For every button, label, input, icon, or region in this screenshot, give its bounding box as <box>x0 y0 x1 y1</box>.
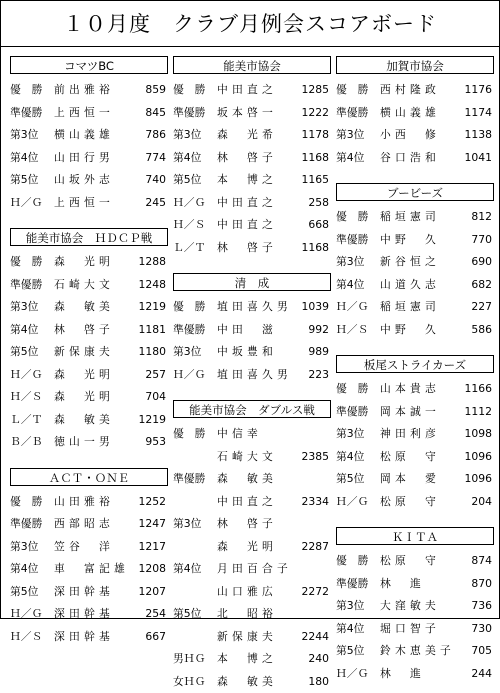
section-header: コマツBC <box>10 56 168 74</box>
rank-label: 準優勝 <box>336 401 368 424</box>
rank-label: 第3位 <box>10 296 38 319</box>
page-title: １０月度 クラブ月例会スコアボード <box>0 4 500 44</box>
rank-label: Ｈ／Ｇ <box>336 663 368 686</box>
result-row <box>173 648 331 671</box>
title-divider <box>0 46 500 47</box>
rank-label: 第5位 <box>336 640 364 663</box>
player-name: 新保康夫 <box>217 626 277 649</box>
result-row <box>173 147 331 170</box>
score-value: 1166 <box>465 378 492 401</box>
player-name: 本 博之 <box>217 648 277 671</box>
rank-label: Ｈ／Ｓ <box>173 214 205 237</box>
column-left <box>10 56 168 648</box>
score-section <box>336 56 494 169</box>
result-row <box>336 595 494 618</box>
score-value: 786 <box>145 124 166 147</box>
rank-label: 準優勝 <box>336 229 368 252</box>
result-row <box>10 364 168 387</box>
player-name: 中田直之 <box>217 491 277 514</box>
result-row <box>336 573 494 596</box>
section-header: 清 成 <box>173 273 331 291</box>
player-name: 西村隆政 <box>380 79 440 102</box>
result-row <box>173 536 331 559</box>
score-value: 953 <box>145 431 166 454</box>
result-row <box>10 147 168 170</box>
player-name: 車 富記雄 <box>54 558 129 581</box>
player-name: 松原 守 <box>380 491 440 514</box>
score-value: 1285 <box>302 79 329 102</box>
rank-label: 第4位 <box>336 618 364 641</box>
rank-label: Ｈ／Ｇ <box>10 364 42 387</box>
result-row <box>173 581 331 604</box>
result-row <box>173 558 331 581</box>
player-name: 林 啓子 <box>217 237 277 260</box>
score-value: 223 <box>308 364 329 387</box>
score-value: 1168 <box>302 237 329 260</box>
score-value: 1178 <box>302 124 329 147</box>
result-row <box>336 274 494 297</box>
player-name: 森 敏美 <box>54 296 114 319</box>
result-row <box>10 513 168 536</box>
player-name: 横山義雄 <box>380 102 440 125</box>
result-row <box>173 513 331 536</box>
result-row <box>10 558 168 581</box>
result-row <box>10 626 168 649</box>
score-value: 668 <box>308 214 329 237</box>
result-row <box>336 206 494 229</box>
player-name: 神田利彦 <box>380 423 440 446</box>
rank-label: 第3位 <box>336 595 364 618</box>
player-name: 大窪敏夫 <box>380 595 440 618</box>
player-name: 埴田喜久男 <box>217 296 292 319</box>
rank-label: 第5位 <box>173 169 201 192</box>
player-name: 石崎大文 <box>54 274 114 297</box>
result-row <box>10 431 168 454</box>
player-name: 深田幹基 <box>54 603 114 626</box>
result-row <box>336 319 494 342</box>
rank-label: 第4位 <box>173 558 201 581</box>
result-row <box>173 237 331 260</box>
section-header: 加賀市協会 <box>336 56 494 74</box>
player-name: 山田雅裕 <box>54 491 114 514</box>
result-row <box>173 491 331 514</box>
result-row <box>336 640 494 663</box>
player-name: 山口雅広 <box>217 581 277 604</box>
section-header: 板尾ストライカーズ <box>336 355 494 373</box>
result-row <box>10 603 168 626</box>
score-value: 845 <box>145 102 166 125</box>
rank-label: 第3位 <box>336 423 364 446</box>
rank-label: 優 勝 <box>336 378 368 401</box>
score-value: 870 <box>471 573 492 596</box>
rank-label: 第5位 <box>336 468 364 491</box>
rank-label: 優 勝 <box>336 206 368 229</box>
score-section <box>173 56 331 259</box>
score-value: 812 <box>471 206 492 229</box>
score-value: 586 <box>471 319 492 342</box>
score-value: 874 <box>471 550 492 573</box>
score-value: 682 <box>471 274 492 297</box>
score-value: 1181 <box>139 319 166 342</box>
result-row <box>10 341 168 364</box>
score-value: 1217 <box>139 536 166 559</box>
result-row <box>10 491 168 514</box>
player-name: 稲垣憲司 <box>380 206 440 229</box>
player-name: 堀口智子 <box>380 618 440 641</box>
score-value: 1248 <box>139 274 166 297</box>
result-row <box>336 124 494 147</box>
score-value: 2272 <box>302 581 329 604</box>
player-name: 山本貴志 <box>380 378 440 401</box>
score-value: 245 <box>145 192 166 215</box>
result-row <box>10 124 168 147</box>
score-value: 770 <box>471 229 492 252</box>
score-value: 736 <box>471 595 492 618</box>
score-value: 1112 <box>465 401 492 424</box>
rank-label: 準優勝 <box>10 102 42 125</box>
score-value: 180 <box>308 671 329 693</box>
rank-label: 優 勝 <box>10 251 42 274</box>
player-name: 中田直之 <box>217 214 277 237</box>
rank-label: Ｂ／Ｂ <box>10 431 42 454</box>
player-name: 谷口浩和 <box>380 147 440 170</box>
player-name: 小西 修 <box>380 124 440 147</box>
column-center <box>173 56 331 693</box>
score-section <box>336 183 494 341</box>
player-name: 笠谷 洋 <box>54 536 114 559</box>
rank-label: 優 勝 <box>10 79 42 102</box>
result-row <box>336 296 494 319</box>
result-row <box>336 251 494 274</box>
score-value: 1222 <box>302 102 329 125</box>
section-header: 能美市協会 ＨＤＣＰ戦 <box>10 228 168 246</box>
section-header: 能美市協会 <box>173 56 331 74</box>
rank-label: 第3位 <box>336 251 364 274</box>
player-name: 上西恒一 <box>54 102 114 125</box>
score-value: 2244 <box>302 626 329 649</box>
player-name: 岡本誠一 <box>380 401 440 424</box>
result-row <box>10 409 168 432</box>
player-name: 深田幹基 <box>54 626 114 649</box>
result-row <box>173 102 331 125</box>
score-value: 704 <box>145 386 166 409</box>
result-row <box>336 401 494 424</box>
rank-label: Ｈ／Ｓ <box>10 626 42 649</box>
rank-label: 第4位 <box>336 147 364 170</box>
score-value: 740 <box>145 169 166 192</box>
score-value: 1252 <box>139 491 166 514</box>
result-row <box>336 663 494 686</box>
score-section <box>10 56 168 214</box>
rank-label: 第3位 <box>173 124 201 147</box>
score-value: 992 <box>308 319 329 342</box>
result-row <box>336 468 494 491</box>
result-row <box>10 79 168 102</box>
score-value: 2385 <box>302 446 329 469</box>
score-value: 254 <box>145 603 166 626</box>
result-row <box>173 468 331 491</box>
player-name: 本 博之 <box>217 169 277 192</box>
score-value: 1168 <box>302 147 329 170</box>
rank-label: 準優勝 <box>336 573 368 596</box>
score-value: 1288 <box>139 251 166 274</box>
score-value: 257 <box>145 364 166 387</box>
result-row <box>173 319 331 342</box>
rank-label: Ｈ／Ｇ <box>336 296 368 319</box>
result-row <box>10 251 168 274</box>
score-section <box>173 400 331 693</box>
result-row <box>10 169 168 192</box>
rank-label: 第5位 <box>10 341 38 364</box>
score-value: 1096 <box>465 468 492 491</box>
score-value: 227 <box>471 296 492 319</box>
score-section <box>336 527 494 685</box>
section-header: ＫＩＴＡ <box>336 527 494 545</box>
result-row <box>173 169 331 192</box>
score-value: 1208 <box>139 558 166 581</box>
rank-label: 第5位 <box>173 603 201 626</box>
rank-label: 優 勝 <box>336 79 368 102</box>
rank-label: 第3位 <box>173 513 201 536</box>
player-name: 森 敏美 <box>54 409 114 432</box>
rank-label: 準優勝 <box>10 274 42 297</box>
section-header: ＡＣＴ・ＯＮＥ <box>10 468 168 486</box>
rank-label: 第4位 <box>336 274 364 297</box>
rank-label: Ｈ／Ｇ <box>336 491 368 514</box>
result-row <box>173 341 331 364</box>
player-name: 中坂豊和 <box>217 341 277 364</box>
score-value: 2334 <box>302 491 329 514</box>
score-value: 240 <box>308 648 329 671</box>
player-name: 鈴木恵美子 <box>380 640 455 663</box>
score-value: 258 <box>308 192 329 215</box>
player-name: 石崎大文 <box>217 446 277 469</box>
player-name: 埴田喜久男 <box>217 364 292 387</box>
section-header: 能美市協会 ダブルス戦 <box>173 400 331 418</box>
result-row <box>173 192 331 215</box>
player-name: 林 進 <box>380 573 425 596</box>
score-value: 690 <box>471 251 492 274</box>
score-value: 730 <box>471 618 492 641</box>
rank-label: 第3位 <box>336 124 364 147</box>
result-row <box>336 491 494 514</box>
rank-label: 第5位 <box>10 581 38 604</box>
score-value: 1219 <box>139 296 166 319</box>
result-row <box>10 192 168 215</box>
player-name: 森 光明 <box>54 364 114 387</box>
player-name: 坂本啓一 <box>217 102 277 125</box>
rank-label: 準優勝 <box>173 468 205 491</box>
result-row <box>336 102 494 125</box>
player-name: 中野 久 <box>380 319 440 342</box>
player-name: 稲垣憲司 <box>380 296 440 319</box>
result-row <box>173 364 331 387</box>
result-row <box>10 581 168 604</box>
rank-label: 第4位 <box>10 319 38 342</box>
player-name: 森 光希 <box>217 124 277 147</box>
rank-label: 優 勝 <box>173 79 205 102</box>
result-row <box>336 550 494 573</box>
score-value: 1219 <box>139 409 166 432</box>
result-row <box>10 536 168 559</box>
score-value: 1138 <box>465 124 492 147</box>
player-name: 森 敏美 <box>217 468 277 491</box>
result-row <box>173 626 331 649</box>
score-section <box>173 273 331 386</box>
player-name: 徳山一男 <box>54 431 114 454</box>
result-row <box>336 378 494 401</box>
score-value: 1165 <box>302 169 329 192</box>
player-name: 中田直之 <box>217 79 277 102</box>
score-value: 1096 <box>465 446 492 469</box>
result-row <box>10 319 168 342</box>
result-row <box>10 102 168 125</box>
player-name: 林 啓子 <box>217 513 277 536</box>
rank-label: Ｈ／Ｇ <box>173 192 205 215</box>
rank-label: 準優勝 <box>10 513 42 536</box>
player-name: 深田幹基 <box>54 581 114 604</box>
score-value: 1247 <box>139 513 166 536</box>
score-value: 2287 <box>302 536 329 559</box>
score-value: 774 <box>145 147 166 170</box>
player-name: 森 光明 <box>217 536 277 559</box>
result-row <box>336 618 494 641</box>
score-value: 859 <box>145 79 166 102</box>
result-row <box>10 296 168 319</box>
result-row <box>173 79 331 102</box>
result-row <box>336 147 494 170</box>
result-row <box>10 386 168 409</box>
rank-label: 第3位 <box>10 124 38 147</box>
rank-label: Ｈ／Ｓ <box>336 319 368 342</box>
rank-label: 男ＨＧ <box>173 648 205 671</box>
player-name: 上西恒一 <box>54 192 114 215</box>
rank-label: Ｈ／Ｇ <box>10 192 42 215</box>
player-name: 山道久志 <box>380 274 440 297</box>
player-name: 松原 守 <box>380 446 440 469</box>
player-name: 山坂外志 <box>54 169 114 192</box>
score-section <box>10 228 168 454</box>
result-row <box>336 79 494 102</box>
rank-label: 優 勝 <box>173 423 205 446</box>
score-value: 705 <box>471 640 492 663</box>
player-name: 西部昭志 <box>54 513 114 536</box>
rank-label: Ｈ／Ｇ <box>173 364 205 387</box>
result-row <box>173 446 331 469</box>
score-value: 1180 <box>139 341 166 364</box>
rank-label: 女ＨＧ <box>173 671 205 693</box>
rank-label: Ｌ／Ｔ <box>10 409 42 432</box>
score-value: 1174 <box>465 102 492 125</box>
result-row <box>173 214 331 237</box>
result-row <box>173 124 331 147</box>
player-name: 月田百合子 <box>217 558 292 581</box>
player-name: 林 啓子 <box>217 147 277 170</box>
score-value: 667 <box>145 626 166 649</box>
result-row <box>10 274 168 297</box>
rank-label: 第4位 <box>336 446 364 469</box>
score-value: 1207 <box>139 581 166 604</box>
result-row <box>173 296 331 319</box>
score-value: 1039 <box>302 296 329 319</box>
score-section <box>336 355 494 513</box>
score-value: 989 <box>308 341 329 364</box>
result-row <box>173 423 331 446</box>
player-name: 北 昭裕 <box>217 603 277 626</box>
player-name: 新保康夫 <box>54 341 114 364</box>
player-name: 横山義雄 <box>54 124 114 147</box>
rank-label: 準優勝 <box>336 102 368 125</box>
rank-label: 準優勝 <box>173 102 205 125</box>
player-name: 林 啓子 <box>54 319 114 342</box>
rank-label: Ｈ／Ｓ <box>10 386 42 409</box>
result-row <box>336 229 494 252</box>
player-name: 森 敏美 <box>217 671 277 693</box>
result-row <box>173 671 331 693</box>
player-name: 中野 久 <box>380 229 440 252</box>
score-value: 1176 <box>465 79 492 102</box>
rank-label: 第4位 <box>10 147 38 170</box>
player-name: 森 光明 <box>54 386 114 409</box>
rank-label: 第4位 <box>10 558 38 581</box>
rank-label: 第5位 <box>10 169 38 192</box>
score-value: 1041 <box>465 147 492 170</box>
score-value: 1098 <box>465 423 492 446</box>
player-name: 中田 滋 <box>217 319 277 342</box>
rank-label: 準優勝 <box>173 319 205 342</box>
player-name: 松原 守 <box>380 550 440 573</box>
rank-label: 第3位 <box>173 341 201 364</box>
column-right <box>336 56 494 685</box>
score-value: 244 <box>471 663 492 686</box>
player-name: 森 光明 <box>54 251 114 274</box>
player-name: 新谷恒之 <box>380 251 440 274</box>
result-row <box>336 446 494 469</box>
rank-label: 優 勝 <box>10 491 42 514</box>
rank-label: Ｌ／Ｔ <box>173 237 205 260</box>
score-section <box>10 468 168 649</box>
player-name: 岡本 愛 <box>380 468 440 491</box>
rank-label: 第3位 <box>10 536 38 559</box>
rank-label: 第4位 <box>173 147 201 170</box>
player-name: 前出雅裕 <box>54 79 114 102</box>
rank-label: 優 勝 <box>336 550 368 573</box>
player-name: 林 進 <box>380 663 425 686</box>
rank-label: Ｈ／Ｇ <box>10 603 42 626</box>
result-row <box>173 603 331 626</box>
player-name: 中田直之 <box>217 192 277 215</box>
section-header: ブービーズ <box>336 183 494 201</box>
score-value: 204 <box>471 491 492 514</box>
result-row <box>336 423 494 446</box>
rank-label: 優 勝 <box>173 296 205 319</box>
player-name: 中信幸 <box>217 423 262 446</box>
player-name: 山田行男 <box>54 147 114 170</box>
